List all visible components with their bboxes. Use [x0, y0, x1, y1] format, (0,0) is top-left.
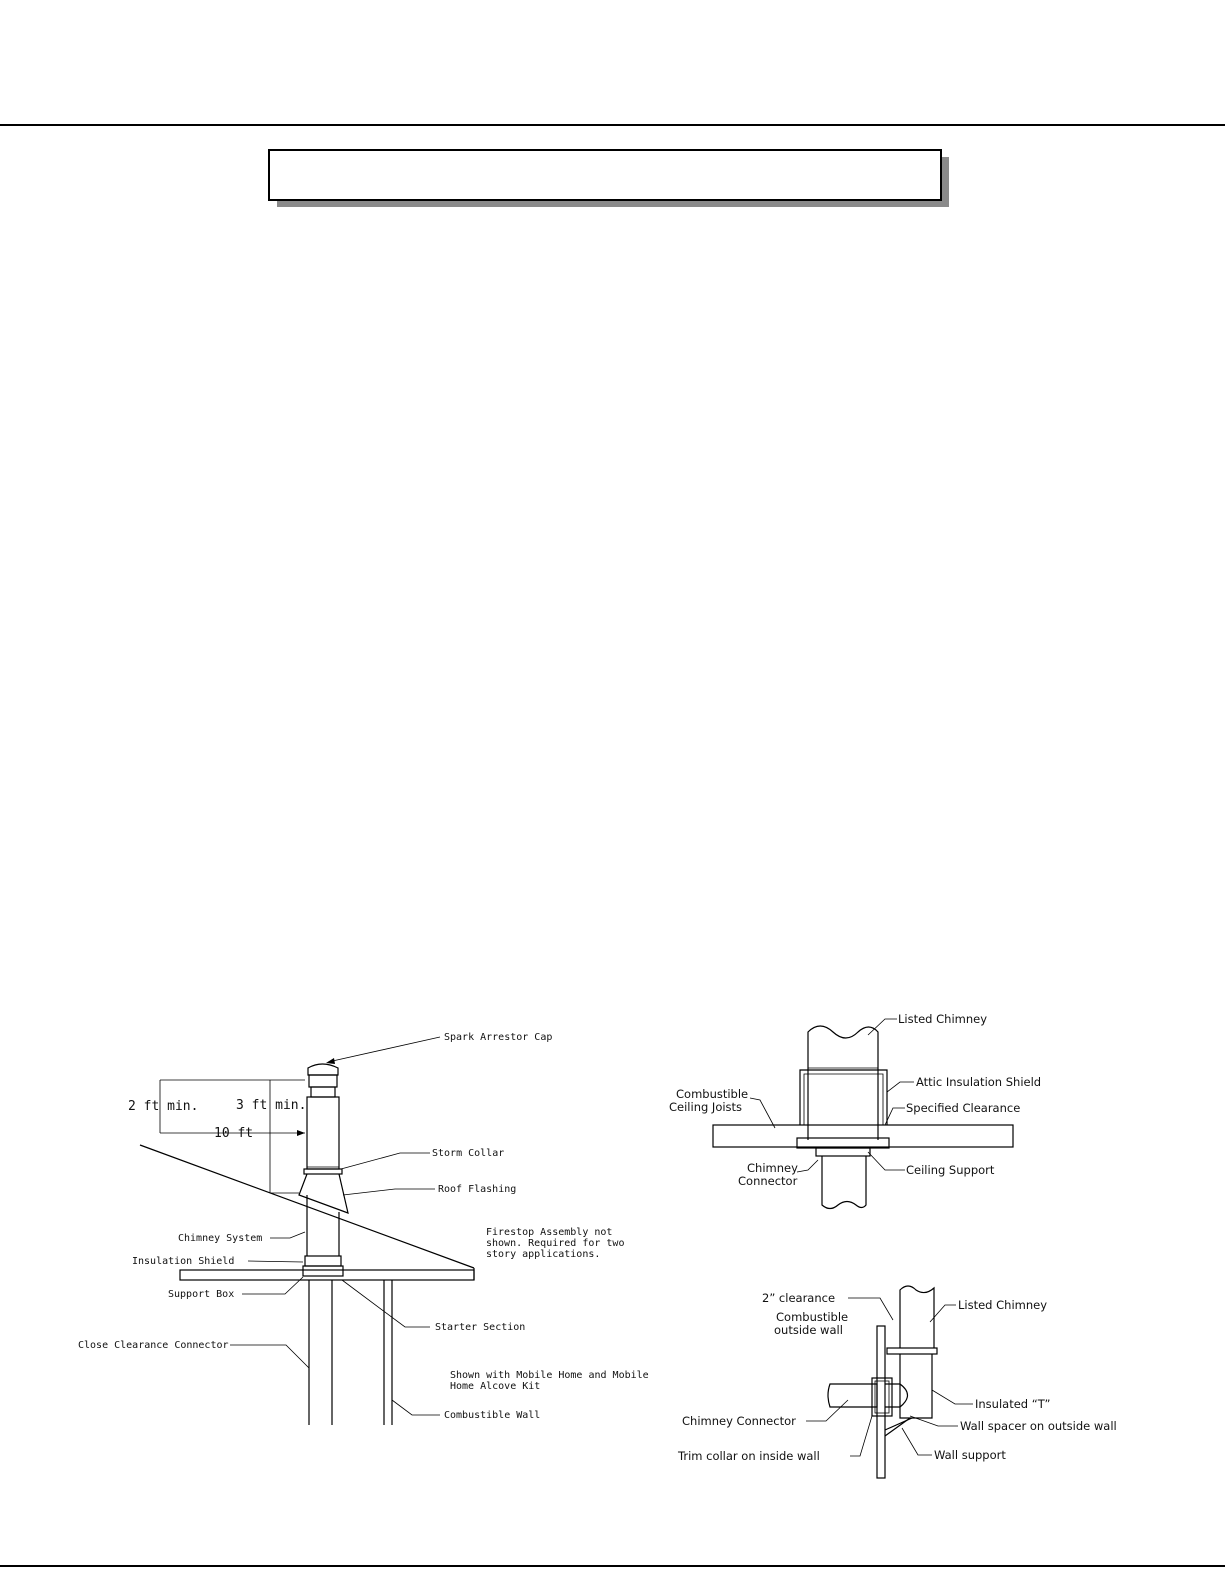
label-3ft-min: 3 ft min. — [236, 1098, 307, 1113]
label-support-box: Support Box — [168, 1289, 235, 1300]
label-2ft-min: 2 ft min. — [128, 1099, 199, 1114]
chimney-connector-horizontal — [828, 1384, 877, 1407]
label-outside-wall: outside wall — [774, 1323, 843, 1337]
label-wall-support: Wall support — [934, 1448, 1006, 1462]
insulated-t-shape — [900, 1354, 932, 1418]
wall-passthrough-diagram — [677, 1286, 1117, 1478]
label-firestop-note-3: story applications. — [486, 1249, 601, 1260]
label-close-clearance-connector: Close Clearance Connector — [78, 1340, 229, 1351]
cap-body — [309, 1075, 337, 1087]
spark-arrestor-cap-shape — [308, 1064, 338, 1075]
label-storm-collar: Storm Collar — [432, 1148, 505, 1159]
listed-chimney-outside-shape — [900, 1286, 934, 1348]
label-ceiling-support: Ceiling Support — [906, 1163, 995, 1177]
label-mobile-home-note-2: Home Alcove Kit — [450, 1381, 541, 1392]
label-chimney-system: Chimney System — [178, 1233, 263, 1244]
label-2in-clearance: 2” clearance — [762, 1291, 836, 1305]
label-chimney-connector-wall: Chimney Connector — [682, 1414, 796, 1428]
ceiling-joists-shape — [713, 1125, 1013, 1147]
label-specified-clearance: Specified Clearance — [906, 1101, 1021, 1115]
wall-band — [887, 1348, 937, 1354]
chimney-upper-pipe — [307, 1097, 339, 1169]
roof-installation-diagram — [78, 1032, 649, 1425]
label-attic-insulation-shield: Attic Insulation Shield — [916, 1075, 1042, 1089]
label-combustible-2: Combustible — [776, 1310, 849, 1324]
label-ceiling-joists: Ceiling Joists — [669, 1100, 743, 1114]
label-trim-collar: Trim collar on inside wall — [678, 1449, 820, 1463]
label-firestop-note-1: Firestop Assembly not — [486, 1227, 613, 1238]
label-10ft: 10 ft — [214, 1126, 254, 1141]
footer-rule — [0, 1565, 1225, 1567]
label-spark-arrestor-cap: Spark Arrestor Cap — [444, 1032, 553, 1043]
ceiling-slab — [180, 1270, 474, 1280]
ceiling-support-diagram — [669, 1012, 1041, 1209]
combustible-outside-wall-shape — [877, 1326, 885, 1478]
label-combustible-1: Combustible — [676, 1087, 749, 1101]
label-chimney-1: Chimney — [747, 1161, 798, 1175]
label-listed-chimney-top: Listed Chimney — [898, 1012, 988, 1026]
insulation-shield-shape — [305, 1256, 341, 1266]
label-wall-spacer: Wall spacer on outside wall — [960, 1419, 1117, 1433]
attic-insulation-shield-shape — [800, 1070, 887, 1125]
label-combustible-wall: Combustible Wall — [444, 1410, 541, 1421]
chimney-connector-shape — [822, 1156, 866, 1209]
cap-neck — [311, 1087, 335, 1097]
label-listed-chimney-wall: Listed Chimney — [958, 1298, 1048, 1312]
tee-socket — [885, 1384, 908, 1407]
connector-collar — [816, 1148, 870, 1156]
label-insulated-t: Insulated “T” — [975, 1397, 1051, 1411]
label-starter-section: Starter Section — [435, 1322, 526, 1333]
label-insulation-shield: Insulation Shield — [132, 1256, 235, 1267]
storm-collar-shape — [304, 1169, 342, 1174]
label-connector-1: Connector — [738, 1174, 798, 1188]
label-firestop-note-2: shown. Required for two — [486, 1238, 625, 1249]
label-mobile-home-note-1: Shown with Mobile Home and Mobile — [450, 1370, 649, 1381]
listed-chimney-shape — [808, 1026, 878, 1140]
roof-flashing-shape — [299, 1174, 348, 1213]
label-roof-flashing: Roof Flashing — [438, 1184, 517, 1195]
support-box-shape — [303, 1266, 343, 1276]
